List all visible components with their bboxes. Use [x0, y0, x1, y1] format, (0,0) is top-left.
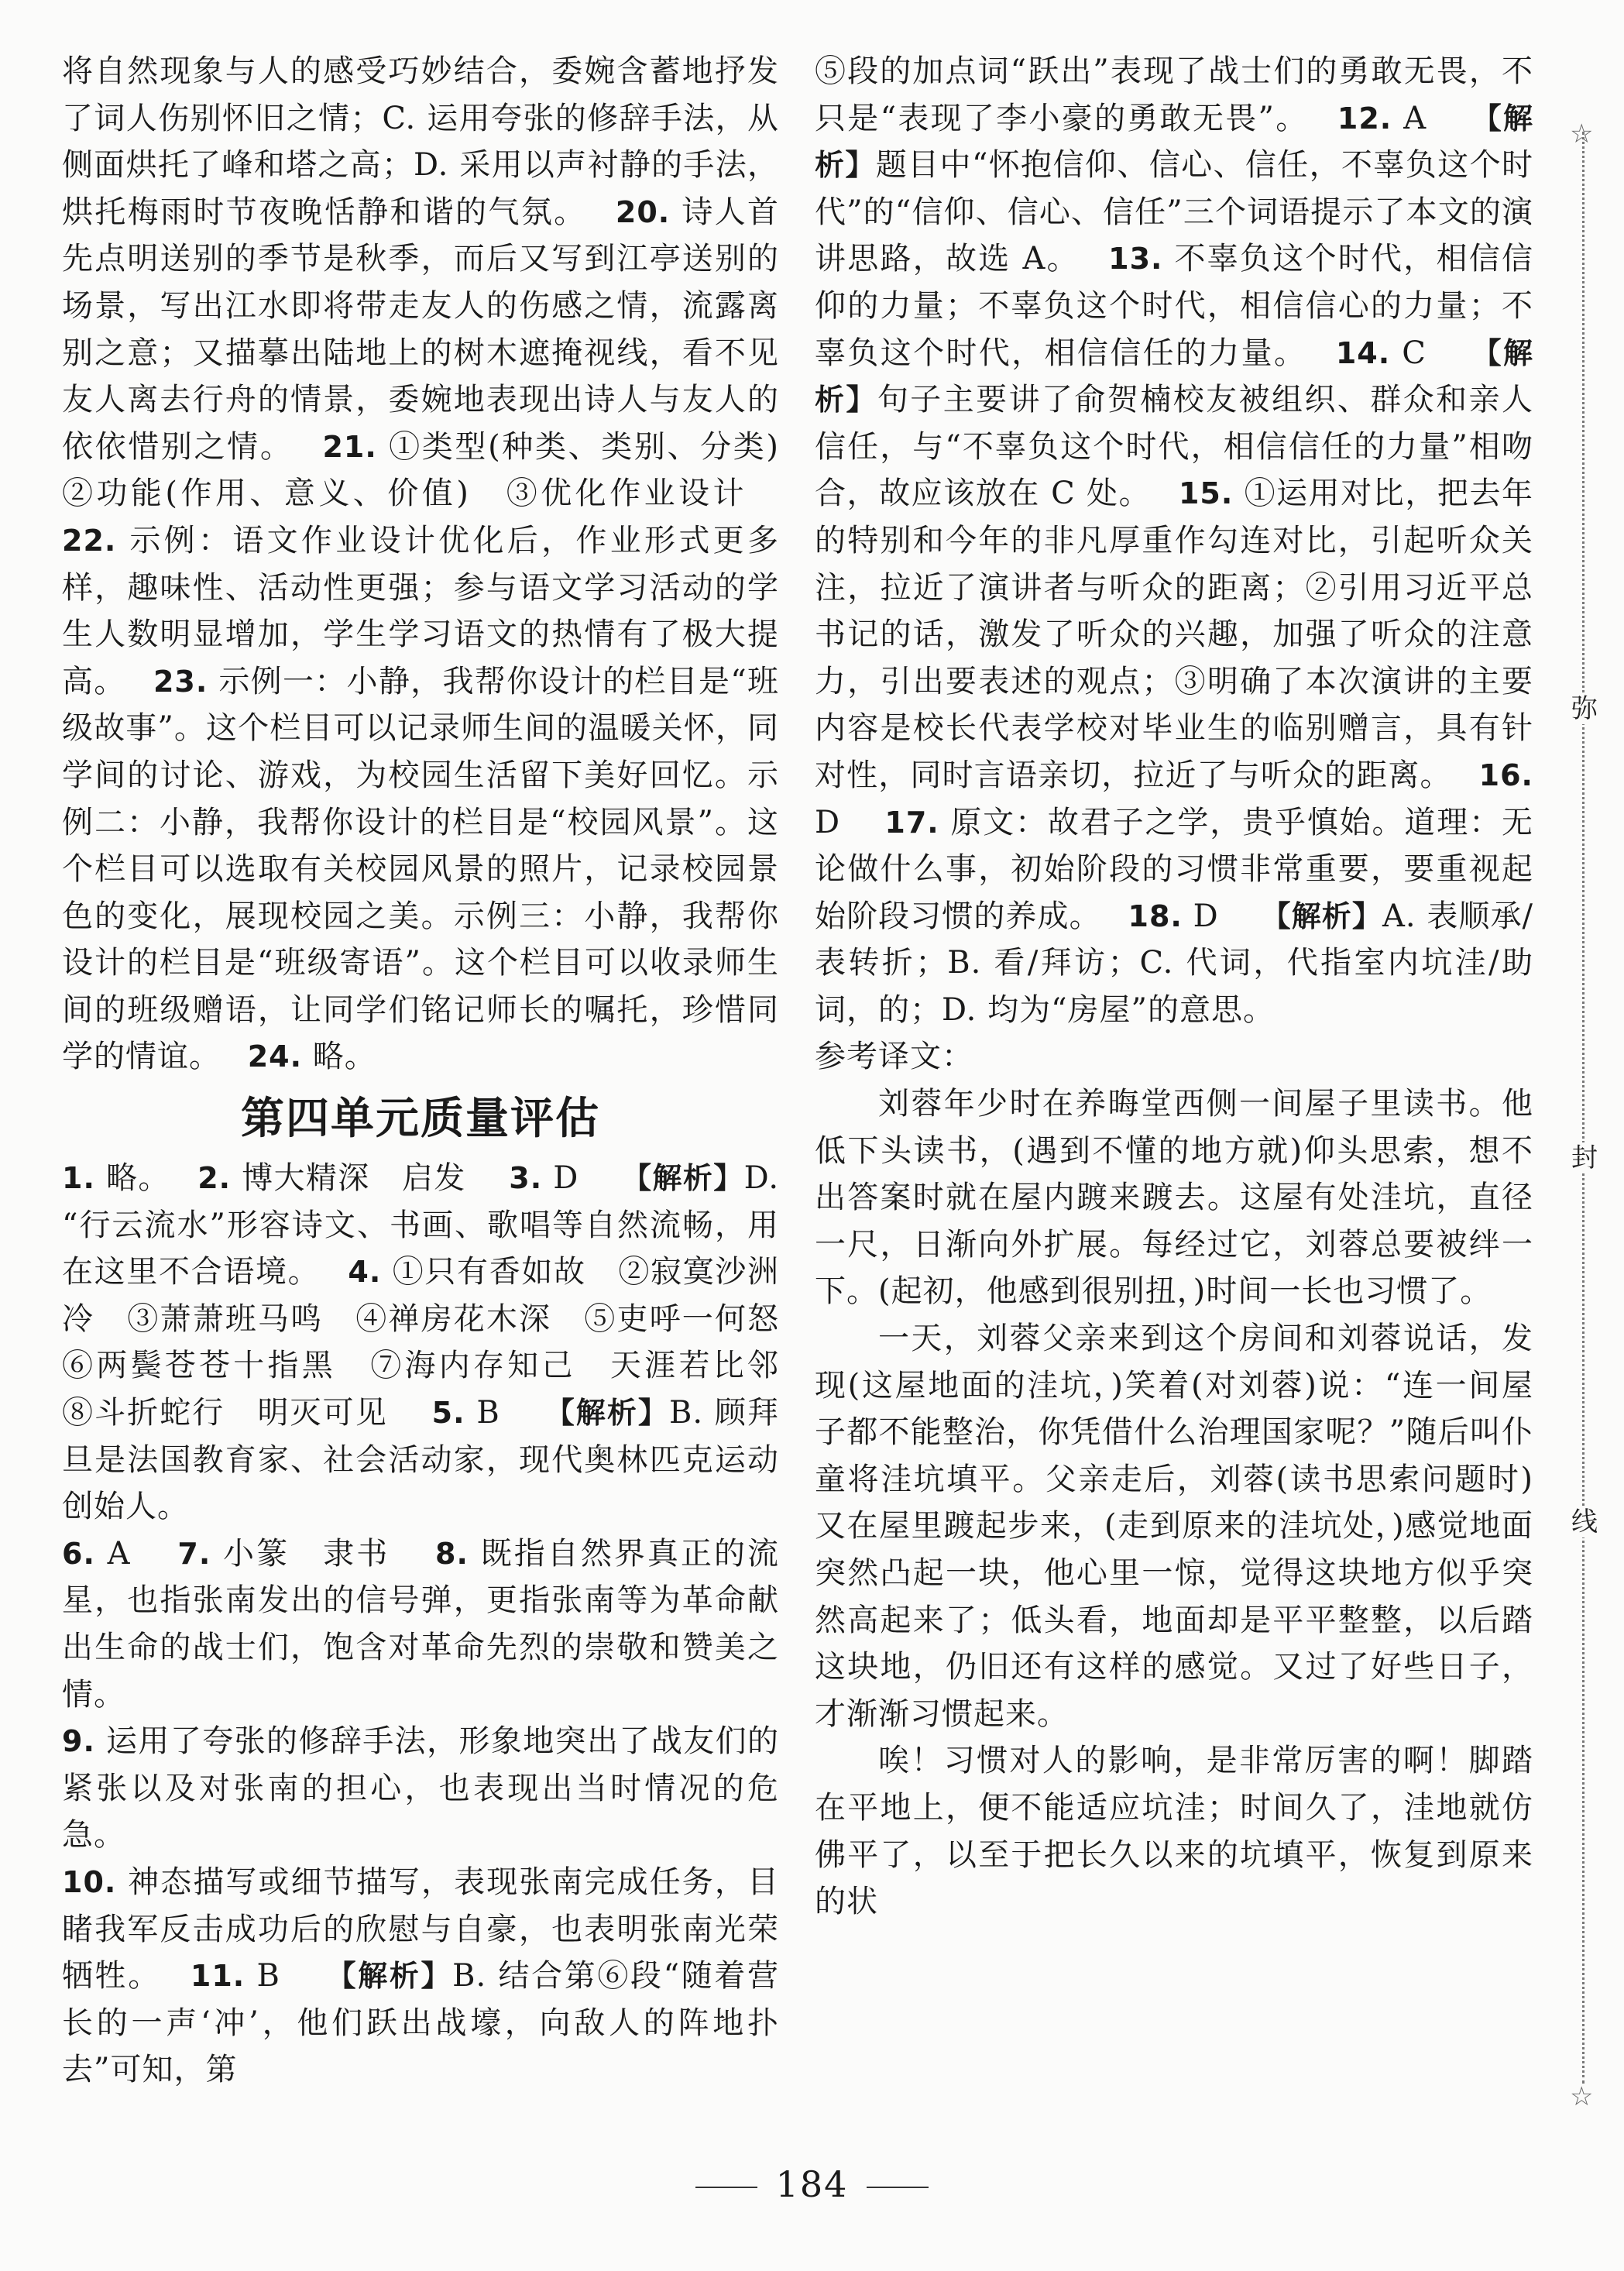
question-number: 1.: [62, 1161, 95, 1196]
answer-choice: D: [1193, 898, 1219, 934]
question-number: 8.: [435, 1536, 469, 1571]
question-number: 23.: [153, 664, 208, 699]
footer-dash-right: [867, 2187, 929, 2188]
question-number: 21.: [322, 429, 377, 464]
answer-choice: A: [1403, 100, 1427, 136]
analysis-text: B. 顾拜旦是法国教育家、社会活动家，现代奥林匹克运动创始人。: [62, 1395, 779, 1525]
translation-paragraph-3: 唉！习惯对人的影响，是非常厉害的啊！脚踏在平地上，便不能适应坑洼；时间久了，洼地就仿佛平了，以至于把长久以来的坑填平，恢复到原来的状: [815, 1743, 1533, 1920]
star-icon-bottom: ☆: [1570, 2081, 1594, 2112]
analysis-tag: 【解析】: [1261, 898, 1382, 933]
binding-mark-feng: 封: [1569, 1142, 1600, 1173]
answer-text: 不辜负这个时代，相信信仰的力量；不辜负这个时代，相信信心的力量；不辜负这个时代，相信信任的力量。: [815, 241, 1534, 371]
answer-choice: A: [107, 1535, 131, 1572]
question-number: 20.: [615, 194, 671, 229]
answer-text: 略。: [312, 1039, 376, 1075]
question-number: 3.: [509, 1161, 543, 1196]
question-number: 2.: [197, 1161, 232, 1196]
footer-dash-left: [695, 2187, 757, 2188]
answers-block-left: [62, 48, 812, 1081]
answer-text: 示例：语文作业设计优化后，作业形式更多样，趣味性、活动性更强；参与语文学习活动的学生人数明显增加，学生学习语文的热情有了极大提高。: [62, 522, 779, 699]
section-title: 第四单元质量评估: [241, 1093, 600, 1145]
star-icon-top: ☆: [1570, 119, 1594, 149]
question-number: 24.: [247, 1039, 303, 1074]
question-number: 16.: [1478, 758, 1533, 792]
answer-choice: D: [553, 1160, 579, 1197]
answer-9: [62, 1718, 779, 1859]
answer-text: ①类型(种类、类别、分类) ②功能(作用、意义、价值) ③优化作业设计: [62, 428, 812, 512]
question-number: 18.: [1128, 898, 1183, 933]
translation-paragraph-2: 一天，刘蓉父亲来到这个房间和刘蓉说话，发现(这屋地面的洼坑，)笑着(对刘蓉)说：“连一间屋子都不能整治，你凭借什么治理国家呢？”随后叫仆童将洼坑填平。父亲走后，刘蓉(读书思索问题时)又在屋里踱起步来，(走到原来的洼坑处，)感觉地面突然凸起一块，他心里一惊，觉得这块地方似乎突然高起来了；低头看，地面却是平平整整，以后踏这块地，仍旧还有这样的感觉。又过了好些日子，才渐渐习惯起来。: [815, 1321, 1533, 1732]
question-number: 10.: [62, 1864, 117, 1899]
answers-block-right: [815, 48, 1533, 1033]
answer-choice: C: [1402, 335, 1427, 371]
page-number-footer: [0, 2161, 1624, 2207]
answer-choice: D: [815, 804, 841, 840]
answer-text: ①只有香如故 ②寂寞沙洲冷 ③萧萧班马鸣 ④禅房花木深 ⑤吏呼一何怒 ⑥两鬓苍苍十指黑 ⑦海内存知己 天涯若比邻 ⑧斗折蛇行 明灭可见: [62, 1254, 811, 1431]
reference-label: 参考译文：: [815, 1039, 973, 1075]
question-number: 9.: [62, 1724, 95, 1759]
analysis-text: 题目中“怀抱信仰、信心、信任，不辜负这个时代”的“信仰、信心、信任”三个词语提示了本文的演讲思路，故选 A。: [815, 147, 1533, 277]
analysis-text: B. 结合第⑥段“随着营长的一声‘冲’，他们跃出战壕，向敌人的阵地扑去”可知，第: [62, 1958, 780, 2088]
answer-text: 示例一：小静，我帮你设计的栏目是“班级故事”。这个栏目可以记录师生间的温暖关怀，同学间的讨论、游戏，为校园生活留下美好回忆。示例二：小静，我帮你设计的栏目是“校园风景”。这个栏目可以选取有关校园风景的照片，记录校园景色的变化，展现校园之美。示例三：小静，我帮你设计的栏目是“班级寄语”。这个栏目可以收录师生间的班级赠语，让同学们铭记师长的嘱托，珍惜同学的情谊。: [62, 663, 780, 1075]
analysis-text: D. “行云流水”形容诗文、书画、歌唱等自然流畅，用在这里不合语境。: [62, 1160, 780, 1290]
answer-19-continued: 将自然现象与人的感受巧妙结合，委婉含蓄地抒发了词人伤别怀旧之情；C. 运用夸张的修辞手法，从侧面烘托了峰和塔之高；D. 采用以声衬静的手法，烘托梅雨时节夜晚恬静和谐的气氛。: [62, 53, 779, 230]
question-number: 12.: [1337, 101, 1392, 136]
right-column: [815, 48, 1533, 1926]
answer-10-11: [62, 1859, 779, 2094]
analysis-tag: 【解析】: [815, 335, 1533, 417]
answer-text: 小篆 隶书: [223, 1535, 390, 1572]
question-number: 4.: [348, 1255, 382, 1290]
question-number: 6.: [62, 1536, 95, 1571]
answer-text: 略。: [105, 1160, 155, 1197]
question-number: 22.: [62, 523, 117, 558]
answer-text: 诗人首先点明送别的季节是秋季，而后又写到江亭送别的场景，写出江水即将带走友人的伤感之情，流露离别之意；又描摹出陆地上的树木遮掩视线，看不见友人离去行舟的情景，委婉地表现出诗人与友人的依依惜别之情。: [62, 194, 780, 465]
question-number: 17.: [884, 805, 939, 840]
question-number: 5.: [431, 1396, 465, 1431]
page-number: 184: [775, 2163, 849, 2205]
answer-text: 博大精深 启发: [242, 1160, 466, 1197]
answer-text: 运用了夸张的修辞手法，形象地突出了战友们的紧张以及对张南的担心，也表现出当时情况的危急。: [62, 1723, 780, 1854]
answer-text: 原文：故君子之学，贵乎慎始。道理：无论做什么事，初始阶段的习惯非常重要，要重视起始阶段习惯的养成。: [815, 804, 1534, 934]
answer-text: 既指自然界真正的流星，也指张南发出的信号弹，更指张南等为革命献出生命的战士们，饱含对革命先烈的崇敬和赞美之情。: [62, 1535, 780, 1713]
answer-11-continued: ⑤段的加点词“跃出”表现了战士们的勇敢无畏，不只是“表现了李小豪的勇敢无畏”。: [815, 53, 1533, 136]
binding-dotted-line: [1582, 132, 1585, 2084]
analysis-text: 句子主要讲了俞贺楠校友被组织、群众和亲人信任，与“不辜负这个时代，相信信任的力量”相吻合，故应该放在 C 处。: [815, 382, 1533, 512]
question-number: 14.: [1335, 335, 1391, 370]
binding-mark-xian: 线: [1569, 1507, 1600, 1537]
question-number: 7.: [177, 1536, 211, 1571]
question-number: 15.: [1178, 476, 1234, 511]
answer-choice: B: [476, 1395, 500, 1431]
analysis-text: A. 表顺承/表转折；B. 看/拜访；C. 代词，代指室内坑洼/助词，的；D. 均为“房屋”的意思。: [815, 898, 1534, 1028]
answer-choice: B: [256, 1958, 280, 1994]
analysis-tag: 【解析】: [622, 1160, 744, 1196]
answers-block-unit4: [62, 1155, 811, 1531]
answers-block-6-11: [62, 1531, 779, 1718]
answer-text: ①运用对比，把去年的特别和今年的非凡厚重作勾连对比，引起听众关注，拉近了演讲者与听众的距离；②引用习近平总书记的话，激发了听众的兴趣，加强了听众的注意力，引出要表述的观点；③明确了本次演讲的主要内容是校长代表学校对毕业生的临别赠言，具有针对性，同时言语亲切，拉近了与听众的距离。: [815, 476, 1534, 793]
answer-text: 神态描写或细节描写，表现张南完成任务，目睹我军反击成功后的欣慰与自豪，也表明张南光荣牺牲。: [62, 1864, 779, 1994]
left-column: [62, 48, 812, 2094]
question-number: 13.: [1108, 242, 1163, 277]
binding-mark-mi: 弥: [1569, 693, 1600, 724]
question-number: 11.: [190, 1959, 245, 1994]
analysis-tag: 【解析】: [326, 1958, 453, 1994]
translation-paragraph-1: 刘蓉年少时在养晦堂西侧一间屋子里读书。他低下头读书，(遇到不懂的地方就)仰头思索，想不出答案时就在屋内踱来踱去。这屋有处洼坑，直径一尺，日渐向外扩展。每经过它，刘蓉总要被绊一下。(起初，他感到很别扭，)时间一长也习惯了。: [815, 1086, 1533, 1310]
analysis-tag: 【解析】: [815, 100, 1533, 183]
analysis-tag: 【解析】: [544, 1395, 670, 1431]
